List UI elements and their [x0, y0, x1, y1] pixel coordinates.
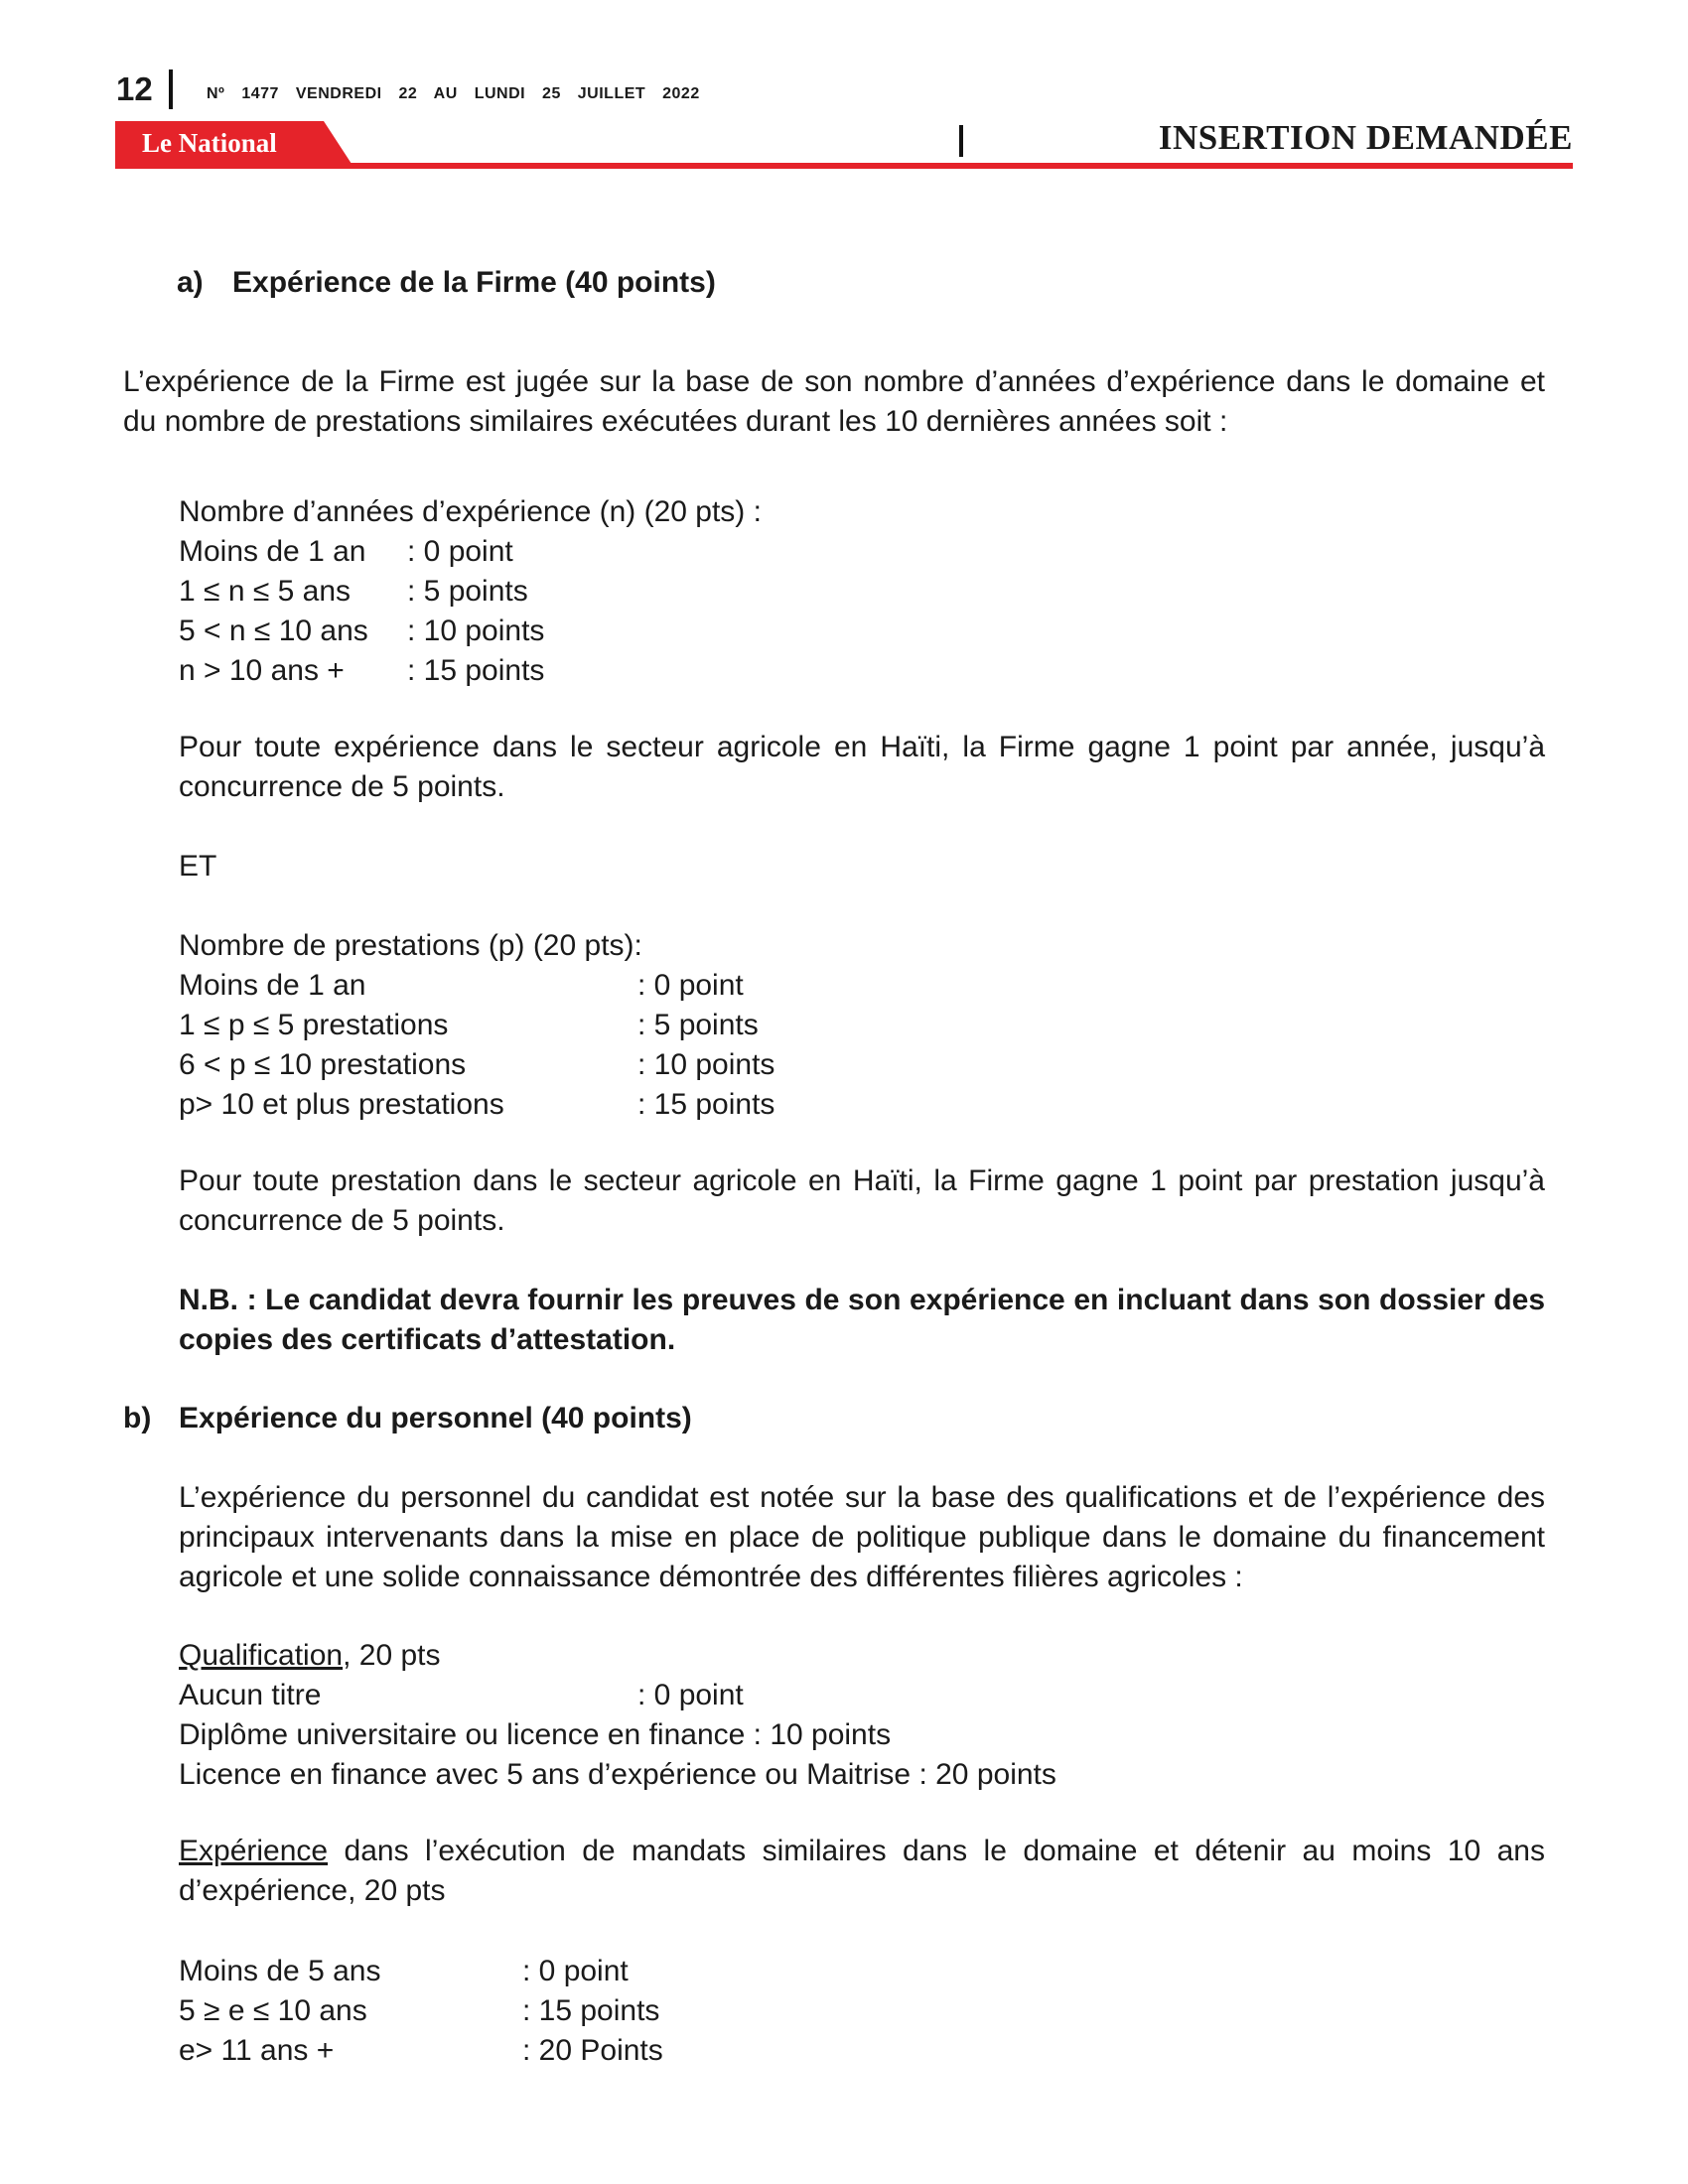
issue-date-line: Nº 1477 VENDREDI 22 AU LUNDI 25 JUILLET 2022	[207, 85, 700, 102]
years-label: 5 < n ≤ 10 ans	[179, 614, 368, 647]
services-value: : 0 point	[637, 969, 744, 1002]
experience-label: e> 11 ans +	[179, 2034, 335, 2067]
experience-title-underlined: Expérience	[179, 1835, 329, 1867]
years-value: : 15 points	[407, 654, 545, 687]
years-label: n > 10 ans +	[179, 654, 345, 687]
nb-note: N.B. : Le candidat devra fournir les preuves de son expérience en incluant dans son dossier des copies des certificats d’attestation.	[179, 1284, 1545, 1356]
years-title: Nombre d’années d’expérience (n) (20 pts) :	[179, 495, 762, 528]
qualification-title-underlined: Qualification	[179, 1639, 344, 1672]
page-number-divider	[169, 69, 173, 109]
services-label: Moins de 1 an	[179, 969, 366, 1002]
experience-value: : 0 point	[522, 1955, 629, 1987]
section-b-marker: b)	[123, 1402, 152, 1434]
services-value: : 10 points	[637, 1048, 775, 1081]
services-row	[179, 966, 1072, 1006]
qualification-row: Licence en finance avec 5 ans d’expérience ou Maitrise : 20 points	[179, 1758, 1056, 1791]
section-b-heading: Expérience du personnel (40 points)	[179, 1402, 692, 1434]
years-table	[179, 492, 1072, 691]
services-value: : 5 points	[637, 1009, 759, 1041]
experience-value: : 15 points	[522, 1994, 660, 2027]
services-value: : 15 points	[637, 1088, 775, 1121]
services-title: Nombre de prestations (p) (20 pts):	[179, 929, 642, 962]
qualification-title	[179, 1636, 1545, 1676]
services-label: 1 ≤ p ≤ 5 prestations	[179, 1009, 449, 1041]
years-value: : 10 points	[407, 614, 545, 647]
years-row	[179, 612, 1072, 651]
section-a-marker: a)	[177, 266, 204, 299]
qualification-value: : 0 point	[637, 1679, 744, 1711]
services-row	[179, 1085, 1072, 1125]
qualification-title-rest: , 20 pts	[343, 1639, 441, 1672]
qualification-label: Aucun titre	[179, 1679, 322, 1711]
services-row	[179, 1006, 1072, 1045]
experience-label: Moins de 5 ans	[179, 1955, 381, 1987]
years-row	[179, 532, 1072, 572]
services-label: p> 10 et plus prestations	[179, 1088, 504, 1121]
services-table	[179, 926, 1072, 1125]
experience-title-rest: dans l’exécution de mandats similaires dans le domaine et détenir au moins 10 ans d’expérience, 20 pts	[179, 1835, 1545, 1907]
section-b-intro: L’expérience du personnel du candidat est notée sur la base des qualifications et de l’expérience des principaux intervenants dans la mise en place de politique publique dans le domaine du financement agricole et une solide connaissance démontrée des différentes filières agricoles :	[179, 1481, 1545, 1593]
section-title: INSERTION DEMANDÉE	[1158, 118, 1573, 157]
qualification-row	[179, 1676, 1545, 1715]
years-value: : 5 points	[407, 575, 528, 608]
section-a-intro: L’expérience de la Firme est jugée sur la base de son nombre d’années d’expérience dans le domaine et du nombre de prestations similaires exécutées durant les 10 dernières années soit :	[123, 365, 1545, 438]
and-connector: ET	[179, 850, 217, 883]
services-label: 6 < p ≤ 10 prestations	[179, 1048, 467, 1081]
experience-value: : 20 Points	[522, 2034, 663, 2067]
header-rule	[115, 163, 1573, 169]
brand-name: Le National	[142, 128, 277, 158]
experience-table	[179, 1952, 1072, 2071]
years-label: 1 ≤ n ≤ 5 ans	[179, 575, 352, 608]
agri-services-note: Pour toute prestation dans le secteur agricole en Haïti, la Firme gagne 1 point par prestation jusqu’à concurrence de 5 points.	[179, 1164, 1545, 1237]
experience-row	[179, 1991, 1072, 2031]
experience-row	[179, 1952, 1072, 1991]
years-label: Moins de 1 an	[179, 535, 366, 568]
section-a-heading: Expérience de la Firme (40 points)	[232, 266, 716, 299]
experience-row	[179, 2031, 1072, 2071]
years-value: : 0 point	[407, 535, 513, 568]
page-number: 12	[116, 70, 153, 107]
header-divider	[959, 125, 963, 157]
agri-years-note: Pour toute expérience dans le secteur agricole en Haïti, la Firme gagne 1 point par année, jusqu’à concurrence de 5 points.	[179, 731, 1545, 803]
services-row	[179, 1045, 1072, 1085]
years-row	[179, 572, 1072, 612]
qualification-block	[179, 1636, 1545, 1795]
experience-title	[179, 1832, 1545, 1911]
experience-label: 5 ≥ e ≤ 10 ans	[179, 1994, 367, 2027]
qualification-row: Diplôme universitaire ou licence en finance : 10 points	[179, 1718, 892, 1751]
years-row	[179, 651, 1072, 691]
